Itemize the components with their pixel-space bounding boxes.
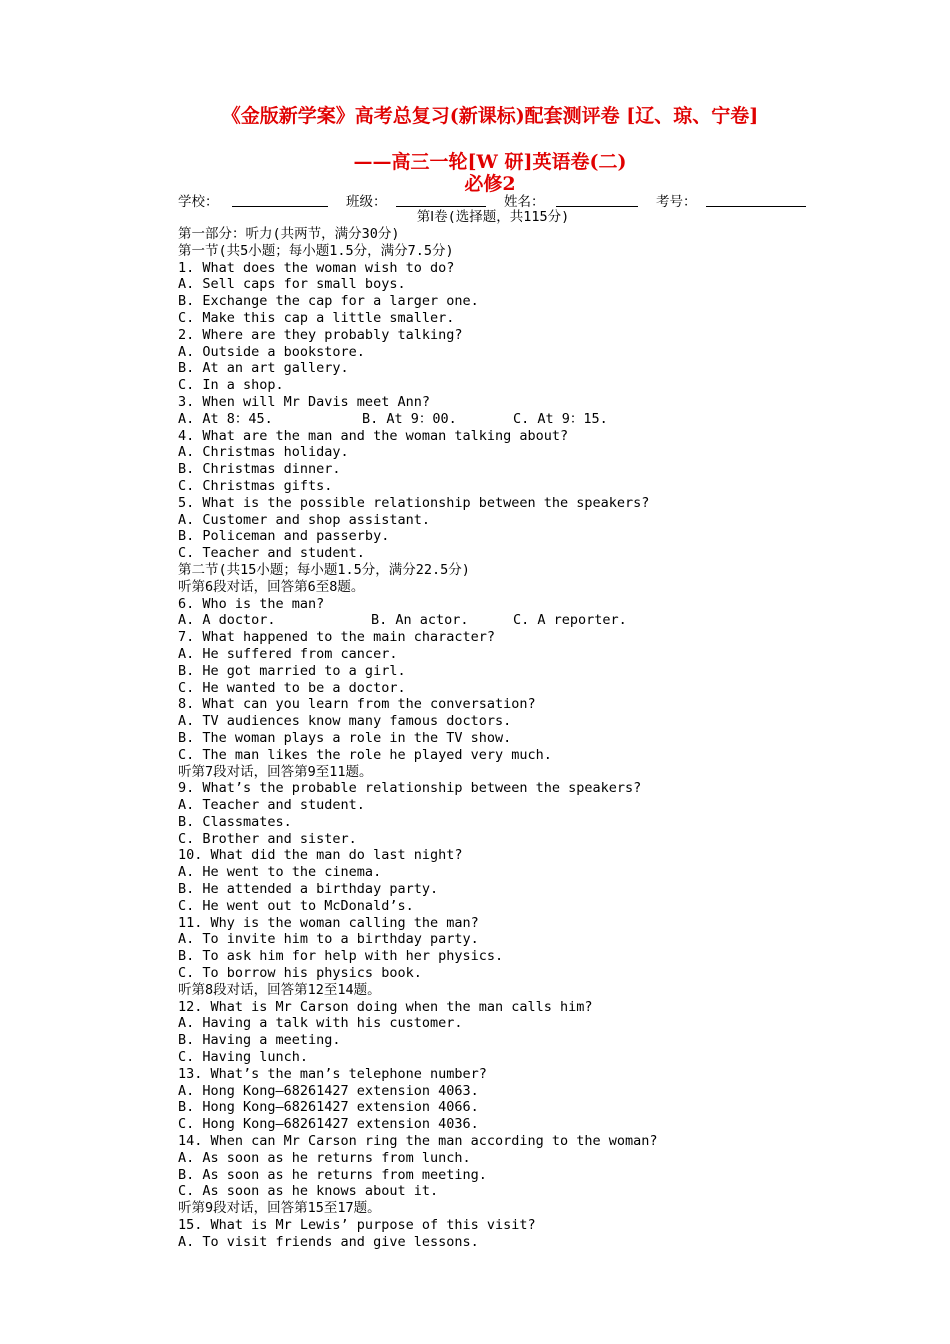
question: 5. What is the possible relationship between the speakers? (178, 494, 650, 511)
question: 9. What’s the probable relationship between the speakers? (178, 780, 642, 797)
document-title-line3: 必修2 (464, 173, 516, 195)
section-heading: 第Ⅰ卷(选择题，共115分) (416, 209, 570, 225)
option: B. The woman plays a role in the TV show. (178, 729, 512, 746)
option: A. Christmas holiday. (178, 444, 349, 461)
subsection-heading: 第二节(共15小题；每小题1.5分，满分22.5分) (178, 561, 470, 578)
option: C. The man likes the role he played very much. (178, 746, 552, 763)
option: B. Exchange the cap for a larger one. (178, 293, 479, 310)
option: C. He wanted to be a doctor. (178, 679, 406, 696)
number-label: 考号： (656, 194, 697, 210)
question: 7. What happened to the main character? (178, 629, 495, 646)
option: B. He attended a birthday party. (178, 881, 439, 898)
option: A. At 8：45. (178, 410, 273, 427)
option: C. He went out to McDonald’s. (178, 897, 414, 914)
question: 3. When will Mr Davis meet Ann? (178, 393, 430, 410)
option: B. To ask him for help with her physics. (178, 948, 504, 965)
option: C. Brother and sister. (178, 830, 357, 847)
option: C. Teacher and student. (178, 545, 365, 562)
option: A. Teacher and student. (178, 797, 365, 814)
question: 11. Why is the woman calling the man? (178, 914, 479, 931)
document-title-line2: ——高三一轮[W 研]英语卷(二) (353, 151, 627, 173)
option: C. A reporter. (513, 612, 627, 629)
option: C. Christmas gifts. (178, 477, 333, 494)
option: B. As soon as he returns from meeting. (178, 1166, 487, 1183)
option: B. Having a meeting. (178, 1032, 341, 1049)
option: A. To invite him to a birthday party. (178, 931, 479, 948)
dialogue-instruction: 听第7段对话，回答第9至11题。 (178, 763, 373, 780)
question: 6. Who is the man? (178, 595, 325, 612)
option: A. A doctor. (178, 612, 276, 629)
option: A. To visit friends and give lessons. (178, 1233, 479, 1250)
option: C. Hong Kong—68261427 extension 4036. (178, 1116, 479, 1133)
option: C. To borrow his physics book. (178, 965, 422, 982)
question: 10. What did the man do last night? (178, 847, 463, 864)
option: B. At an art gallery. (178, 360, 349, 377)
question: 2. Where are they probably talking? (178, 326, 463, 343)
question: 12. What is Mr Carson doing when the man calls him? (178, 998, 593, 1015)
subsection-heading: 第一节(共5小题；每小题1.5分，满分7.5分) (178, 242, 454, 259)
option: A. Customer and shop assistant. (178, 511, 430, 528)
question: 8. What can you learn from the conversation? (178, 696, 536, 713)
dialogue-instruction: 听第8段对话，回答第12至14题。 (178, 981, 381, 998)
option: B. Classmates. (178, 813, 292, 830)
class-label: 班级： (346, 194, 387, 210)
document-title-line1: 《金版新学案》高考总复习(新课标)配套测评卷 [辽、琼、宁卷] (221, 105, 759, 127)
dialogue-instruction: 听第9段对话，回答第15至17题。 (178, 1200, 381, 1217)
option: B. He got married to a girl. (178, 662, 406, 679)
option: B. Hong Kong—68261427 extension 4066. (178, 1099, 479, 1116)
dialogue-instruction: 听第6段对话，回答第6至8题。 (178, 578, 365, 595)
option-row (178, 411, 818, 428)
option: A. TV audiences know many famous doctors. (178, 713, 512, 730)
number-blank[interactable] (706, 192, 806, 207)
option: C. In a shop. (178, 377, 284, 394)
option: B. Christmas dinner. (178, 461, 341, 478)
option: A. Outside a bookstore. (178, 343, 365, 360)
question: 4. What are the man and the woman talking about? (178, 427, 569, 444)
option: A. Sell caps for small boys. (178, 276, 406, 293)
option: A. As soon as he returns from lunch. (178, 1149, 471, 1166)
option: C. As soon as he knows about it. (178, 1183, 439, 1200)
option: A. He suffered from cancer. (178, 645, 398, 662)
question: 1. What does the woman wish to do? (178, 259, 455, 276)
option: B. An actor. (371, 612, 469, 629)
class-blank[interactable] (396, 192, 486, 207)
option: A. Hong Kong—68261427 extension 4063. (178, 1082, 479, 1099)
option: A. He went to the cinema. (178, 864, 382, 881)
option: C. Make this cap a little smaller. (178, 309, 455, 326)
question: 14. When can Mr Carson ring the man according to the woman? (178, 1133, 658, 1150)
option: C. Having lunch. (178, 1049, 309, 1066)
name-blank[interactable] (556, 192, 638, 207)
option: B. At 9：00. (362, 410, 457, 427)
school-blank[interactable] (232, 192, 328, 207)
part-heading: 第一部分：听力(共两节，满分30分) (178, 226, 400, 242)
question: 15. What is Mr Lewis’ purpose of this visit? (178, 1217, 536, 1234)
school-label: 学校： (178, 194, 219, 210)
name-label: 姓名： (504, 194, 545, 210)
option: A. Having a talk with his customer. (178, 1015, 463, 1032)
option: C. At 9：15. (513, 410, 608, 427)
exam-body (178, 226, 818, 1251)
option-row (178, 612, 818, 629)
question: 13. What’s the man’s telephone number? (178, 1065, 487, 1082)
option: B. Policeman and passerby. (178, 528, 390, 545)
